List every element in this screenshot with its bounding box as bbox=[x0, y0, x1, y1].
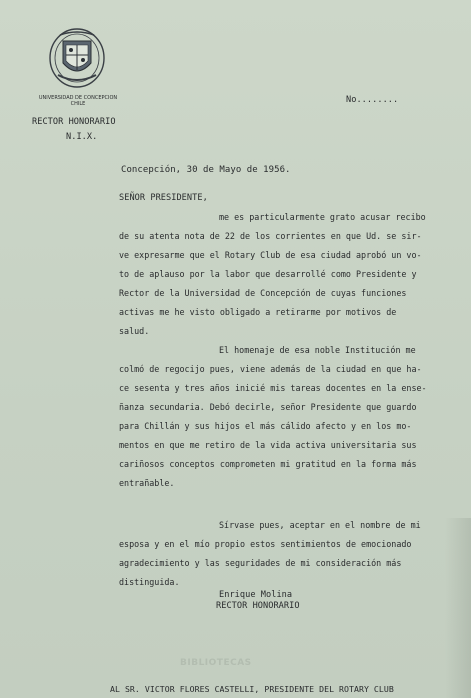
university-label: UNIVERSIDAD DE CONCEPCION bbox=[38, 95, 118, 101]
paragraph-2-line: mentos en que me retiro de la vida activa universitaria sus bbox=[119, 440, 417, 450]
paragraph-3-line: Sírvase pues, aceptar en el nombre de mi bbox=[219, 520, 421, 530]
letter-date: Concepción, 30 de Mayo de 1956. bbox=[121, 165, 291, 175]
paragraph-1-line: to de aplauso por la labor que desarrollé como Presidente y bbox=[119, 269, 417, 279]
salutation: SEÑOR PRESIDENTE, bbox=[119, 193, 208, 203]
paragraph-3-line: distinguida. bbox=[119, 577, 180, 587]
paragraph-2-line: El homenaje de esa noble Institución me bbox=[219, 345, 416, 355]
paragraph-2-line: entrañable. bbox=[119, 478, 175, 488]
paragraph-3-line: esposa y en el mío propio estos sentimientos de emocionado bbox=[119, 539, 412, 549]
paragraph-2-line: cariñosos conceptos comprometen mi gratitud en la forma más bbox=[119, 459, 417, 469]
paragraph-1-line: activas me he visto obligado a retirarme por motivos de bbox=[119, 307, 397, 317]
paragraph-2-line: ce sesenta y tres años inicié mis tareas docentes en la ense- bbox=[119, 383, 427, 393]
university-name bbox=[34, 95, 122, 107]
paragraph-1-line: Rector de la Universidad de Concepción de cuyas funciones bbox=[119, 288, 407, 298]
country-label: CHILE bbox=[70, 101, 86, 107]
document-number: No........ bbox=[346, 95, 399, 105]
library-watermark: BIBLIOTECAS bbox=[180, 658, 252, 668]
paragraph-1-line: salud. bbox=[119, 326, 150, 336]
university-seal-icon bbox=[48, 27, 106, 89]
paragraph-1-line: ve expresarme que el Rotary Club de esa ciudad aprobó un vo- bbox=[119, 250, 422, 260]
paragraph-2-line: colmó de regocijo pues, viene además de la ciudad en que ha- bbox=[119, 364, 422, 374]
paragraph-1-line: me es particularmente grato acusar recibo bbox=[219, 212, 426, 222]
office-initials: N.I.X. bbox=[66, 132, 98, 142]
addressee-line: AL SR. VICTOR FLORES CASTELLI, PRESIDENTE DEL ROTARY CLUB bbox=[110, 684, 394, 694]
paragraph-1-line: de su atenta nota de 22 de los corrientes en que Ud. se sir- bbox=[119, 231, 422, 241]
office-title: RECTOR HONORARIO bbox=[32, 117, 116, 127]
paper-edge-shadow bbox=[445, 518, 471, 698]
paragraph-3-line: agradecimiento y las seguridades de mi consideración más bbox=[119, 558, 402, 568]
signature-title: RECTOR HONORARIO bbox=[216, 601, 300, 611]
paragraph-2-line: para Chillán y sus hijos el más cálido afecto y en los mo- bbox=[119, 421, 412, 431]
paragraph-2-line: ñanza secundaria. Debó decirle, señor Presidente que guardo bbox=[119, 402, 417, 412]
signature-name: Enrique Molina bbox=[219, 590, 293, 600]
